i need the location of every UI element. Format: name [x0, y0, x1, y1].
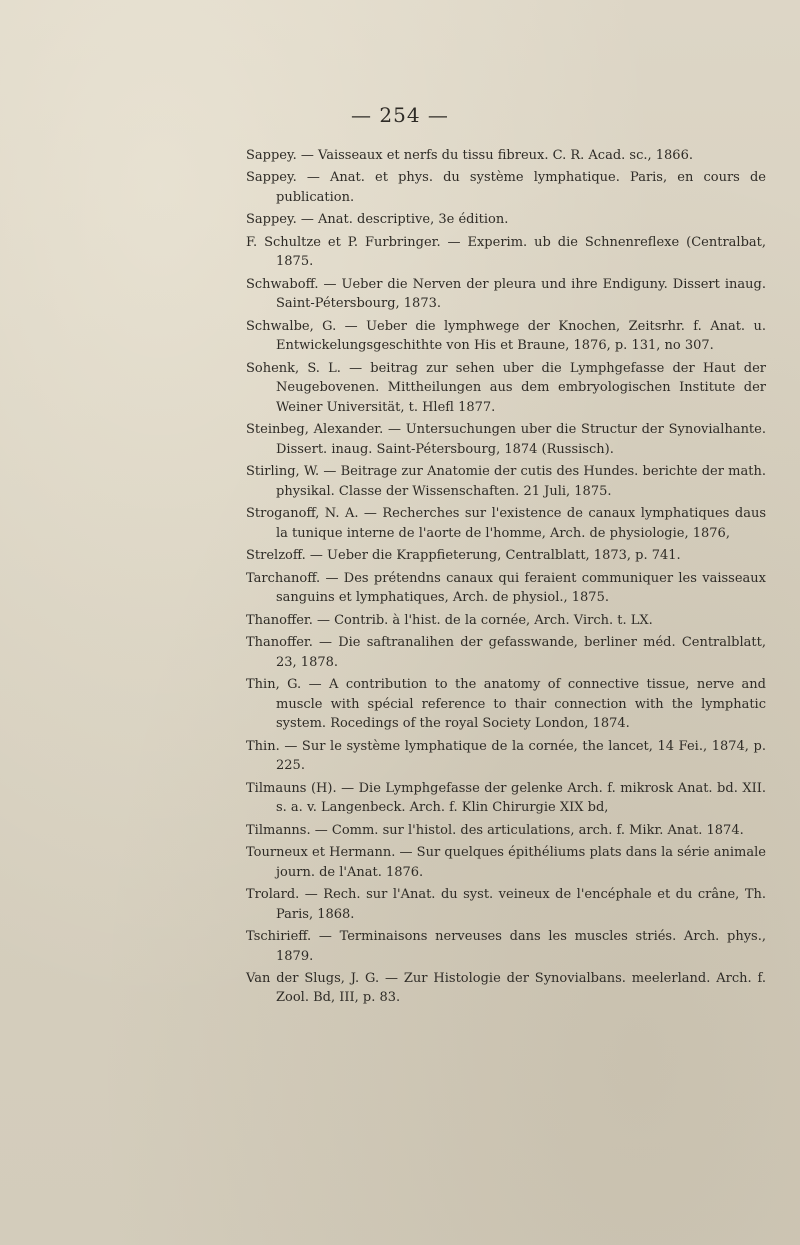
reference-entry: Stroganoff, N. A. — Recherches sur l'existence de canaux lymphatiques daus la tunique interne de l'aorte de l'homme, Arch. de physiologie, 1876,: [246, 506, 766, 541]
reference-entry: Steinbeg, Alexander. — Untersuchungen uber die Structur der Synovialhante. Dissert. inaug. Saint-Pétersbourg, 1874 (Russisch).: [246, 422, 766, 457]
reference-entry: Schwaboff. — Ueber die Nerven der pleura und ihre Endiguny. Dissert inaug. Saint-Pétersbourg, 1873.: [246, 276, 766, 312]
reference-entry: Thanoffer. — Die saftranalihen der gefasswande, berliner méd. Centralblatt, 23, 1878.: [246, 635, 766, 670]
reference-entry: Sappey. — Anat. et phys. du système lymphatique. Paris, en cours de publication.: [246, 170, 766, 205]
reference-entry: Sappey. — Vaisseaux et nerfs du tissu fibreux. C. R. Acad. sc., 1866.: [246, 148, 693, 163]
reference-entry: Trolard. — Rech. sur l'Anat. du syst. veineux de l'encéphale et du crâne, Th. Paris, 1868.: [246, 886, 766, 922]
reference-entry: Tilmanns. — Comm. sur l'histol. des articulations, arch. f. Mikr. Anat. 1874.: [246, 822, 744, 838]
reference-list: [246, 146, 766, 1011]
reference-entry: Sappey. — Anat. descriptive, 3e édition.: [246, 212, 509, 228]
reference-entry: Schwalbe, G. — Ueber die lymphwege der Knochen, Zeitsrhr. f. Anat. u. Entwickelungsgeschithte von His et Braune, 1876, p. 131, no 307.: [246, 318, 766, 354]
reference-entry: Thin. — Sur le système lymphatique de la cornée, the lancet, 14 Fei., 1874, p. 225.: [246, 738, 766, 774]
reference-entry: Strelzoff. — Ueber die Krappfieterung, Centralblatt, 1873, p. 741.: [246, 548, 681, 564]
reference-entry: Thanoffer. — Contrib. à l'hist. de la cornée, Arch. Virch. t. LX.: [246, 612, 653, 628]
reference-entry: Tarchanoff. — Des prétendns canaux qui feraient communiquer les vaisseaux sanguins et lymphatiques, Arch. de physiol., 1875.: [246, 570, 766, 606]
reference-entry: Tourneux et Hermann. — Sur quelques épithéliums plats dans la série animale journ. de l'Anat. 1876.: [246, 844, 766, 880]
reference-entry: F. Schultze et P. Furbringer. — Experim. ub die Schnenreflexe (Centralbat, 1875.: [246, 234, 766, 270]
reference-entry: Stirling, W. — Beitrage zur Anatomie der cutis des Hundes. berichte der math. physikal. Classe der Wissenschaften. 21 Juli, 1875.: [246, 464, 766, 499]
reference-entry: Thin, G. — A contribution to the anatomy of connective tissue, nerve and muscle with spécial reference to thair connection with the lymphatic system. Rocedings of the royal Society London, 1874.: [246, 677, 766, 732]
reference-entry: Tschirieff. — Terminaisons nerveuses dans les muscles striés. Arch. phys., 1879.: [246, 928, 766, 964]
reference-entry: Van der Slugs, J. G. — Zur Histologie der Synovialbans. meelerland. Arch. f. Zool. Bd, III, p. 83.: [246, 970, 766, 1006]
reference-entry: Sohenk, S. L. — beitrag zur sehen uber die Lymphgefasse der Haut der Neugebovenen. Mittheilungen aus dem embryologischen Institute der Weiner Universität, t. Hlefl 1877.: [246, 360, 766, 415]
page-number: — 254 —: [351, 103, 449, 127]
reference-entry: Tilmauns (H). — Die Lymphgefasse der gelenke Arch. f. mikrosk Anat. bd. XII. s. a. v. Langenbeck. Arch. f. Klin Chirurgie XIX bd,: [246, 780, 766, 816]
